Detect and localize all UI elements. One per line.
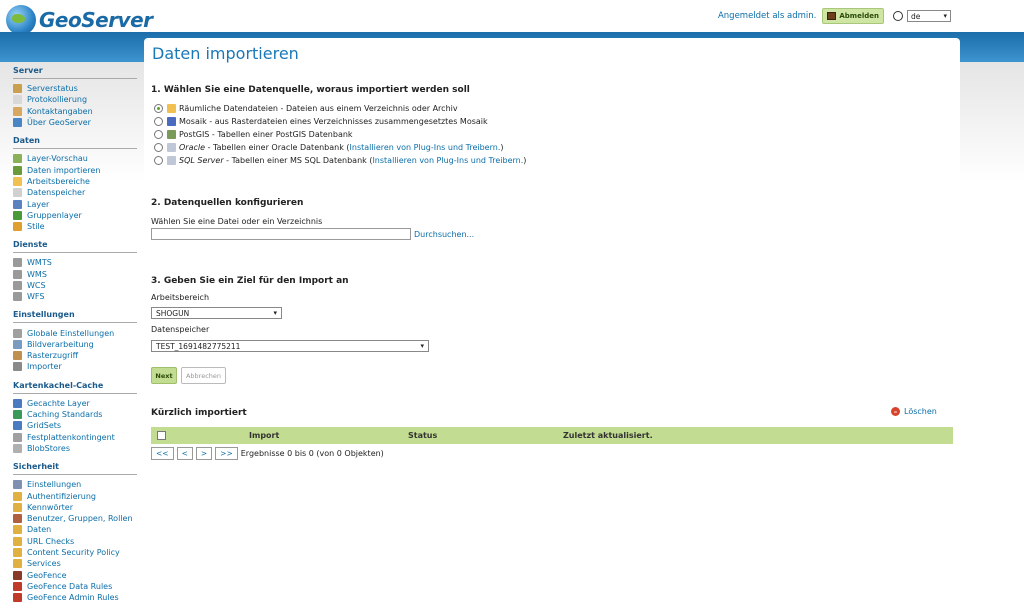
sidebar-item[interactable] — [13, 198, 137, 209]
radio-button[interactable] — [154, 104, 163, 113]
sidebar-item-label: GeoFence — [27, 570, 67, 580]
sidebar-item-label: BlobStores — [27, 443, 70, 453]
source-option[interactable] — [154, 128, 353, 140]
delete-label: Löschen — [904, 407, 937, 416]
chevron-down-icon: ▾ — [943, 12, 947, 20]
sidebar-section — [13, 381, 137, 454]
users-icon — [13, 514, 22, 523]
csp-icon — [13, 548, 22, 557]
key-icon — [13, 480, 22, 489]
radio-button[interactable] — [154, 117, 163, 126]
sidebar-item[interactable] — [13, 513, 137, 524]
step1-title: 1. Wählen Sie eine Datenquelle, woraus importiert werden soll — [151, 85, 470, 95]
sidebar-item[interactable] — [13, 479, 137, 490]
sidebar-item-label: Benutzer, Gruppen, Rollen — [27, 514, 133, 524]
geofence-icon — [13, 593, 22, 602]
data-security-icon — [13, 525, 22, 534]
sidebar-item-label: Authentifizierung — [27, 491, 96, 501]
sidebar-item-label: Über GeoServer — [27, 118, 91, 128]
sidebar-item[interactable] — [13, 269, 137, 280]
select-all-checkbox[interactable] — [157, 431, 166, 440]
sidebar-item-label: GeoFence Admin Rules — [27, 593, 119, 603]
pager-last[interactable]: >> — [215, 447, 238, 460]
url-check-icon — [13, 537, 22, 546]
sidebar-section-title: Einstellungen — [13, 310, 137, 323]
radio-button[interactable] — [154, 130, 163, 139]
sidebar-item-label: Content Security Policy — [27, 548, 120, 558]
logout-label: Abmelden — [839, 12, 879, 20]
recent-title: Kürzlich importiert — [151, 408, 247, 418]
logged-in-text: Angemeldet als admin. — [717, 11, 817, 21]
globe-icon — [13, 410, 22, 419]
sidebar-section — [13, 462, 137, 603]
sidebar-section-title: Sicherheit — [13, 462, 137, 475]
sidebar-section — [13, 240, 137, 302]
sidebar-item[interactable] — [13, 420, 137, 431]
sidebar-item-label: Daten — [27, 525, 52, 535]
datastore-label: Datenspeicher — [151, 325, 210, 334]
sidebar-item-label: Gecachte Layer — [27, 398, 90, 408]
sidebar-item[interactable] — [13, 443, 137, 454]
disk-icon — [13, 433, 22, 442]
sidebar-item-label: Importer — [27, 362, 62, 372]
sidebar-item-label: URL Checks — [27, 536, 75, 546]
sidebar-item-label: Daten importieren — [27, 165, 101, 175]
logo-text: GeoServer — [39, 8, 153, 32]
file-path-input[interactable] — [151, 228, 411, 240]
sidebar-item[interactable] — [13, 350, 137, 361]
sidebar-item-label: Layer-Vorschau — [27, 154, 88, 164]
step3-title: 3. Geben Sie ein Ziel für den Import an — [151, 276, 349, 286]
workspace-value: SHOGUN — [156, 308, 190, 318]
auth-icon — [13, 492, 22, 501]
sidebar-item[interactable] — [13, 558, 137, 569]
pager-next[interactable]: > — [196, 447, 212, 460]
datastore-select[interactable] — [151, 340, 429, 352]
column-status[interactable]: Status — [408, 431, 438, 440]
language-value: de — [911, 11, 921, 21]
sidebar-item[interactable] — [13, 221, 137, 232]
mosaic-icon — [167, 117, 176, 126]
services-security-icon — [13, 559, 22, 568]
delete-link[interactable] — [891, 407, 937, 416]
source-option[interactable] — [154, 115, 488, 127]
sidebar-item[interactable] — [13, 187, 137, 198]
sidebar-item[interactable] — [13, 547, 137, 558]
oracle-desc: - Tabellen einer Oracle Datenbank ( — [205, 142, 350, 152]
sidebar-item-label: Rasterzugriff — [27, 351, 79, 361]
sqlserver-desc: - Tabellen einer MS SQL Datenbank ( — [223, 155, 373, 165]
sidebar-item-label: Datenspeicher — [27, 188, 86, 198]
language-globe-icon — [893, 11, 903, 21]
service-icon — [13, 281, 22, 290]
sidebar-item-label: WCS — [27, 281, 46, 290]
sidebar-item[interactable] — [13, 153, 137, 164]
sidebar-item[interactable] — [13, 581, 137, 592]
sidebar-item[interactable] — [13, 210, 137, 221]
sidebar-item[interactable] — [13, 592, 137, 603]
header — [0, 0, 1024, 35]
sidebar-item-label: Stile — [27, 222, 45, 232]
radio-button[interactable] — [154, 156, 163, 165]
logout-button[interactable] — [822, 8, 884, 24]
sidebar-item-label: Caching Standards — [27, 410, 103, 420]
contact-icon — [13, 107, 22, 116]
global-settings-icon — [13, 329, 22, 338]
service-icon — [13, 258, 22, 267]
raster-icon — [13, 351, 22, 360]
column-import[interactable]: Import — [249, 431, 280, 440]
page-title: Daten importieren — [152, 44, 299, 63]
geoserver-logo[interactable] — [6, 5, 153, 35]
sidebar-section-title: Daten — [13, 136, 137, 149]
sqlserver-install-link[interactable]: Installieren von Plug-Ins und Treibern. — [372, 155, 524, 165]
chevron-down-icon: ▾ — [420, 342, 424, 350]
sidebar-item[interactable] — [13, 409, 137, 420]
source-option[interactable] — [154, 102, 458, 114]
sidebar-section-title: Kartenkachel-Cache — [13, 381, 137, 394]
language-select[interactable] — [907, 10, 951, 22]
sidebar-item[interactable] — [13, 257, 137, 268]
folder-icon — [167, 104, 176, 113]
browse-link[interactable]: Durchsuchen... — [414, 230, 475, 239]
database-icon — [167, 143, 176, 152]
tile-layer-icon — [13, 399, 22, 408]
password-icon — [13, 503, 22, 512]
recent-table-header — [151, 427, 953, 444]
door-icon — [827, 12, 836, 20]
style-icon — [13, 222, 22, 231]
image-icon — [13, 340, 22, 349]
layer-preview-icon — [13, 154, 22, 163]
sidebar-item-label: WMTS — [27, 258, 52, 268]
service-icon — [13, 270, 22, 279]
database-icon — [167, 156, 176, 165]
sidebar-item-label: Einstellungen — [27, 480, 82, 490]
sidebar-item[interactable] — [13, 291, 137, 302]
oracle-install-link[interactable]: Installieren von Plug-Ins und Treibern. — [349, 142, 501, 152]
sidebar-item[interactable] — [13, 570, 137, 581]
datastore-value: TEST_1691482775211 — [156, 341, 241, 351]
log-icon — [13, 95, 22, 104]
workspace-label: Arbeitsbereich — [151, 293, 210, 302]
sqlserver-close: ) — [523, 155, 527, 165]
info-icon — [13, 118, 22, 127]
sidebar-item[interactable] — [13, 117, 137, 128]
radio-button[interactable] — [154, 143, 163, 152]
service-icon — [13, 292, 22, 301]
pager-prev[interactable]: < — [177, 447, 193, 460]
sidebar-item-label: Protokollierung — [27, 95, 88, 105]
sqlserver-name: SQL Server — [179, 155, 224, 165]
sidebar-item-label: WMS — [27, 269, 47, 279]
cancel-button[interactable]: Abbrechen — [181, 367, 226, 384]
sidebar-item-label: Serverstatus — [27, 84, 78, 94]
sidebar-item[interactable] — [13, 280, 137, 291]
file-label: Wählen Sie eine Datei oder ein Verzeichnis — [151, 217, 323, 226]
workspace-select[interactable] — [151, 307, 282, 319]
sidebar-item[interactable] — [13, 524, 137, 535]
sidebar-item-label: Services — [27, 559, 61, 569]
server-status-icon — [13, 84, 22, 93]
sidebar-item-label: Kennwörter — [27, 502, 73, 512]
layer-group-icon — [13, 211, 22, 220]
postgis-icon — [167, 130, 176, 139]
importer-icon — [13, 362, 22, 371]
source-option-label: PostGIS - Tabellen einer PostGIS Datenbank — [179, 129, 353, 139]
folder-icon — [13, 177, 22, 186]
sidebar-item-label: Kontaktangaben — [27, 106, 93, 116]
next-button[interactable]: Next — [151, 367, 177, 384]
step2-title: 2. Datenquellen konfigurieren — [151, 198, 304, 208]
oracle-name: Oracle — [179, 142, 206, 152]
sidebar-item-label: Layer — [27, 199, 50, 209]
sidebar-item[interactable] — [13, 164, 137, 175]
sidebar-section — [13, 66, 137, 128]
delete-icon: – — [891, 407, 900, 416]
column-updated[interactable]: Zuletzt aktualisiert. — [563, 431, 653, 440]
pager — [151, 447, 384, 460]
chevron-down-icon: ▾ — [273, 309, 277, 317]
grid-icon — [13, 421, 22, 430]
globe-logo-icon — [6, 5, 36, 35]
source-option-label: Mosaik - aus Rasterdateien eines Verzeichnisses zusammengesetztes Mosaik — [179, 116, 488, 126]
sidebar-item[interactable] — [13, 176, 137, 187]
pager-first[interactable]: << — [151, 447, 174, 460]
sidebar-item-label: Festplattenkontingent — [27, 432, 115, 442]
layer-icon — [13, 200, 22, 209]
sidebar-item[interactable] — [13, 502, 137, 513]
sidebar-item[interactable] — [13, 536, 137, 547]
blobstore-icon — [13, 444, 22, 453]
sidebar-item[interactable] — [13, 490, 137, 501]
sidebar-item[interactable] — [13, 327, 137, 338]
import-icon — [13, 166, 22, 175]
geofence-icon — [13, 571, 22, 580]
source-option-label: Räumliche Datendateien - Dateien aus einem Verzeichnis oder Archiv — [179, 103, 458, 113]
sidebar-item[interactable] — [13, 94, 137, 105]
sidebar-item[interactable] — [13, 106, 137, 117]
pager-results: Ergebnisse 0 bis 0 (von 0 Objekten) — [240, 449, 384, 458]
sidebar-item-label: Arbeitsbereiche — [27, 176, 90, 186]
sidebar-item[interactable] — [13, 339, 137, 350]
sidebar-item[interactable] — [13, 398, 137, 409]
sidebar-section-title: Dienste — [13, 240, 137, 253]
sidebar — [13, 66, 137, 611]
sidebar-item-label: GeoFence Data Rules — [27, 581, 113, 591]
datastore-icon — [13, 188, 22, 197]
sidebar-section-title: Server — [13, 66, 137, 79]
sidebar-item-label: Globale Einstellungen — [27, 328, 115, 338]
oracle-close: ) — [500, 142, 504, 152]
source-option-oracle[interactable] — [154, 141, 504, 153]
sidebar-item[interactable] — [13, 361, 137, 372]
source-option-sqlserver[interactable] — [154, 154, 526, 166]
sidebar-item-label: GridSets — [27, 421, 62, 431]
sidebar-section — [13, 310, 137, 372]
sidebar-item-label: WFS — [27, 292, 45, 302]
geofence-icon — [13, 582, 22, 591]
sidebar-item-label: Bildverarbeitung — [27, 339, 94, 349]
sidebar-item-label: Gruppenlayer — [27, 210, 82, 220]
sidebar-item[interactable] — [13, 83, 137, 94]
header-user-area — [718, 8, 951, 24]
sidebar-section — [13, 136, 137, 232]
sidebar-item[interactable] — [13, 432, 137, 443]
